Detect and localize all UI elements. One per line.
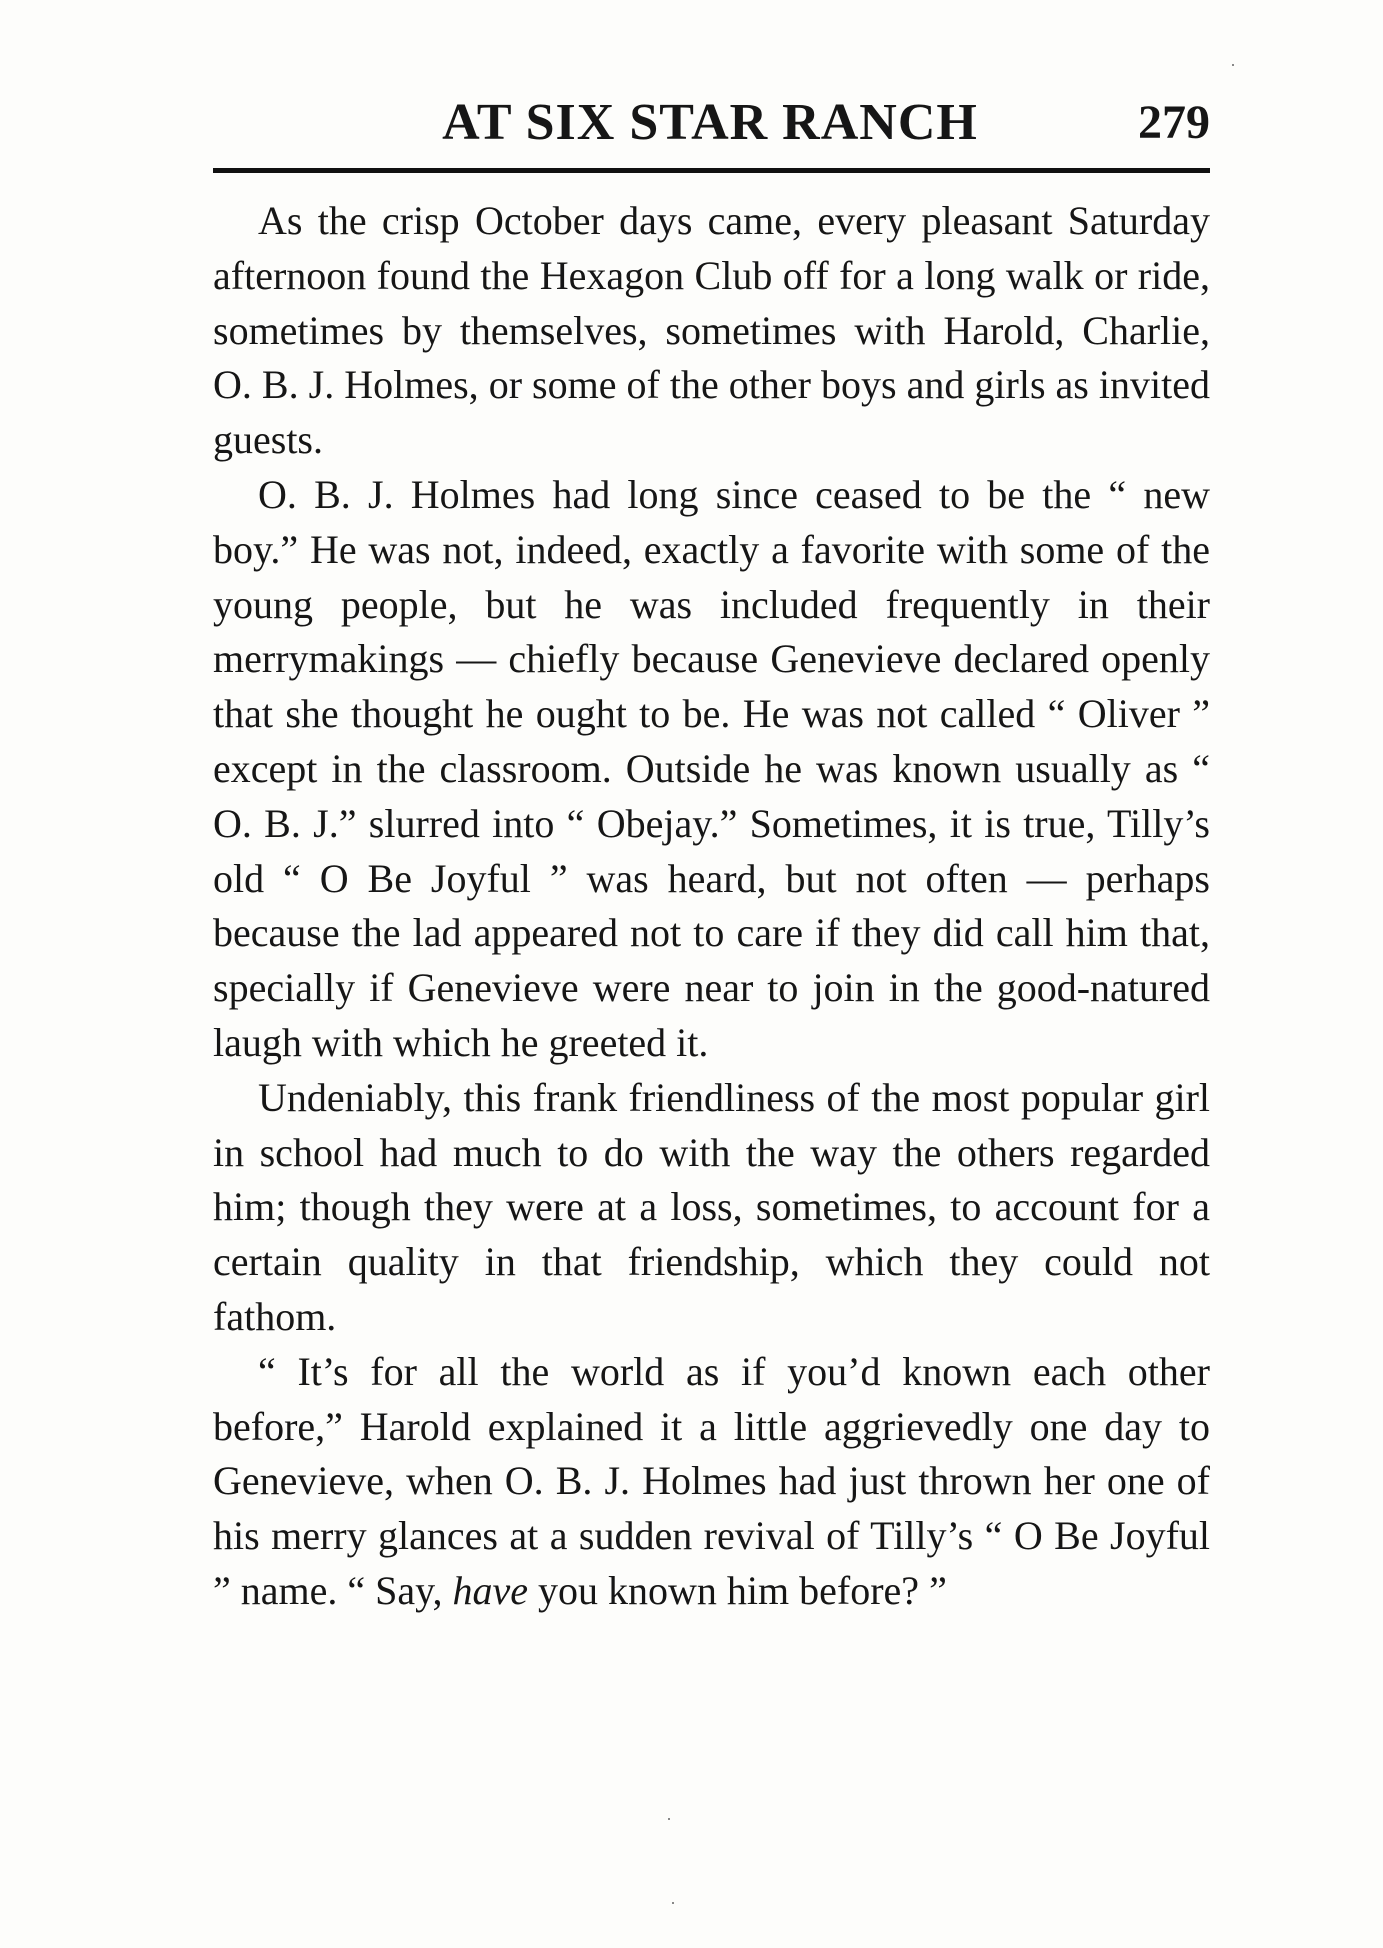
running-head [210,88,1210,158]
paper-speck [672,1902,674,1904]
header-rule [213,168,1210,173]
body-text [213,194,1210,1619]
paragraph-4 [213,1345,1210,1619]
paragraph-1: As the crisp October days came, every pleasant Saturday afternoon found the Hexagon Club off for a long walk or ride, sometimes by themselves, sometimes with Harold, Charlie, O. B. J. Holmes, or some of the other boys and girls as invited guests. [213,198,1210,463]
paragraph-2: O. B. J. Holmes had long since ceased to be the “ new boy.” He was not, indeed, exactly a favorite with some of the young people, but he was included frequently in their merrymakings — chiefly because Genevieve declared openly that she thought he ought to be. He was not called “ Oliver ” except in the classroom. Outside he was known usually as “ O. B. J.” slurred into “ Obejay.” Sometimes, it is true, Tilly’s old “ O Be Joyful ” was heard, but not often — perhaps because the lad appeared not to care if they did call him that, specially if Genevieve were near to join in the good-natured laugh with which he greeted it. [213,471,1210,1065]
italic-word: have [452,1567,529,1613]
paragraph-4-end: you known him before? ” [528,1567,947,1613]
page-number: 279 [1138,96,1210,149]
paragraph-4-text: “ It’s for all the world as if you’d known each other before,” Harold explained it a little aggrievedly one day to Genevieve, when O. B. J. Holmes had just thrown her one of his merry glances at a sudden revival of Tilly’s “ O Be Joyful ” name. “ Say, [213,1348,1210,1613]
paper-speck [668,1818,670,1820]
paragraph-3: Undeniably, this frank friendliness of the most popular girl in school had much to do with the way the others regarded him; though they were at a loss, sometimes, to account for a certain quality in that friendship, which they could not fathom. [213,1074,1210,1339]
running-title: AT SIX STAR RANCH [442,94,978,151]
paper-speck [1232,64,1234,66]
